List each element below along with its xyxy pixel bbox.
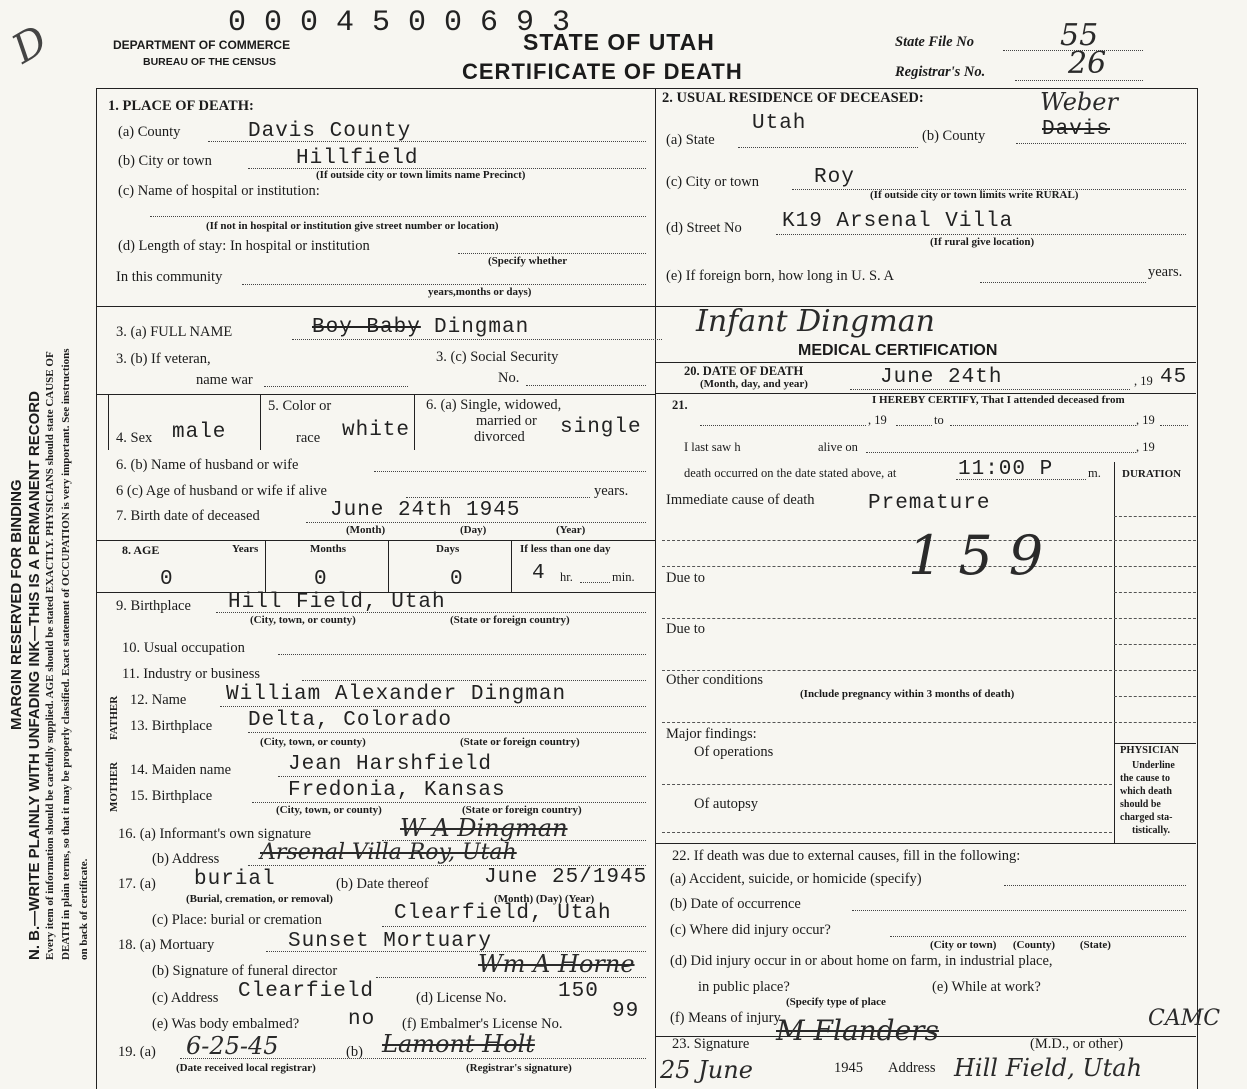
informant-address-label: (b) Address (152, 851, 220, 867)
community-label: In this community (116, 269, 223, 285)
birthplace[interactable]: Hill Field, Utah (228, 591, 446, 614)
burial-date-label: (b) Date thereof (336, 876, 429, 892)
mother-bp-note-2: (State or foreign country) (462, 804, 582, 816)
community-note: years,months or days) (428, 286, 532, 298)
margin-instructions-2: DEATH in plain terms, so that it may be properly classified. Exact statement of OCCUPATION is very important. See instructions (60, 348, 72, 960)
due-to-1: Due to (666, 570, 706, 586)
funeral-director-label: (b) Signature of funeral director (152, 963, 338, 979)
spouse-age-label: 6 (c) Age of husband or wife if alive (116, 483, 327, 499)
residence-county-label: (b) County (922, 128, 986, 144)
physician-note-5: charged sta- (1120, 812, 1173, 823)
death-county-label: (a) County (118, 124, 181, 140)
birthplace-label: 9. Birthplace (116, 598, 191, 614)
color-label: 5. Color or (268, 398, 332, 414)
duration-header: DURATION (1122, 468, 1182, 480)
birth-year-note: (Year) (556, 524, 586, 536)
place-heading: 1. PLACE OF DEATH: (108, 98, 254, 114)
mother-maiden-name[interactable]: Jean Harshfield (288, 753, 493, 776)
physician-header: PHYSICIAN (1120, 745, 1179, 756)
embalmed[interactable]: no (348, 1008, 376, 1031)
marital-status[interactable]: single (560, 416, 642, 439)
burial-label: 17. (a) (118, 876, 156, 892)
death-city-note: (If outside city or town limits name Precinct) (316, 169, 526, 181)
physician-note-1: Underline (1132, 760, 1175, 771)
death-city[interactable]: Hillfield (296, 147, 419, 170)
registrar-row-label: 19. (a) (118, 1044, 156, 1060)
age-label: 8. AGE (122, 543, 160, 557)
alive-on-label: alive on (818, 440, 858, 454)
age-months[interactable]: 0 (314, 568, 328, 591)
age-hr-label: hr. (560, 570, 573, 584)
external-heading: 22. If death was due to external causes, fill in the following: (672, 848, 1021, 864)
mortuary-address-label: (c) Address (152, 990, 219, 1006)
age-hours[interactable]: 4 (532, 562, 546, 585)
burial-method[interactable]: burial (194, 868, 276, 891)
residence-county-hand[interactable]: Weber (1040, 88, 1118, 116)
mother-tag: MOTHER (108, 761, 120, 812)
state-file-label: State File No (895, 34, 974, 50)
street-note: (If rural give location) (930, 236, 1035, 248)
last-saw-19: , 19 (1136, 440, 1155, 454)
residence-city[interactable]: Roy (814, 166, 855, 189)
signature-address[interactable]: Hill Field, Utah (954, 1054, 1143, 1082)
external-a: (a) Accident, suicide, or homicide (specify) (670, 871, 922, 887)
department: DEPARTMENT OF COMMERCE (113, 38, 291, 52)
embalmer-license-label: (f) Embalmer's License No. (402, 1016, 563, 1032)
due-to-2: Due to (666, 621, 706, 637)
certificate-title: CERTIFICATE OF DEATH (462, 59, 743, 84)
death-county[interactable]: Davis County (248, 120, 412, 143)
mortuary-label: 18. (a) Mortuary (118, 937, 215, 953)
birth-date-label: 7. Birth date of deceased (116, 508, 260, 524)
stay-label: (d) Length of stay: In hospital or institution (118, 238, 370, 254)
occurred-label: death occurred on the date stated above, at (684, 466, 897, 480)
street-label: (d) Street No (666, 220, 742, 236)
registrar-date-note: (Date received local registrar) (176, 1062, 316, 1074)
death-time[interactable]: 11:00 P (958, 458, 1054, 481)
mortuary-name[interactable]: Sunset Mortuary (288, 930, 493, 953)
external-d: (d) Did injury occur in or about home on farm, in industrial place, (670, 953, 1053, 969)
hospital-label: (c) Name of hospital or institution: (118, 183, 320, 199)
burial-place[interactable]: Clearfield, Utah (394, 902, 612, 925)
burial-date-note: (Month) (Day) (Year) (494, 893, 595, 905)
mother-maiden-label: 14. Maiden name (130, 762, 232, 778)
father-birthplace[interactable]: Delta, Colorado (248, 709, 453, 732)
stay-note: (Specify whether (488, 255, 568, 267)
physician-signature[interactable]: M Flanders (776, 1014, 939, 1047)
mortuary-address[interactable]: Clearfield (238, 980, 375, 1003)
margin-binding: MARGIN RESERVED FOR BINDING (8, 479, 25, 730)
ssn-label: 3. (c) Social Security (436, 349, 559, 365)
foreign-label: (e) If foreign born, how long in U. S. A (666, 268, 894, 284)
age-lt-header: If less than one day (520, 543, 611, 555)
full-name-struck: Boy Baby (312, 316, 421, 339)
state-file-no: 55 (1060, 18, 1099, 53)
informant-signature-label: 16. (a) Informant's own signature (118, 826, 312, 842)
mother-birthplace[interactable]: Fredonia, Kansas (288, 779, 506, 802)
margin-instructions-3: on back of certificate. (78, 858, 90, 960)
spouse-name-label: 6. (b) Name of husband or wife (116, 457, 299, 473)
residence-city-note: (If outside city or town limits write RURAL) (870, 189, 1079, 201)
md-label: (M.D., or other) (1030, 1036, 1124, 1052)
sex-label: 4. Sex (116, 430, 153, 446)
certificate-serial: 0 0 0 4 5 0 0 6 9 3 (228, 6, 571, 40)
physician-note-3: which death (1120, 786, 1172, 797)
physician-note-4: should be (1120, 799, 1161, 810)
age-min-label: min. (612, 570, 635, 584)
attended-19b: , 19 (1136, 413, 1155, 427)
death-city-label: (b) City or town (118, 153, 212, 169)
margin-warning: N. B.—WRITE PLAINLY WITH UNFADING INK—THIS IS A PERMANENT RECORD (26, 391, 43, 960)
state-title: STATE OF UTAH (523, 29, 715, 55)
foreign-years: years. (1148, 264, 1183, 280)
spouse-age-years: years. (594, 483, 629, 499)
marital-label-3: divorced (474, 429, 525, 445)
signature-date[interactable]: 25 June (660, 1056, 753, 1084)
external-c-note: (City or town) (County) (State) (930, 939, 1111, 951)
registrar-no: 26 (1068, 46, 1107, 81)
corner-mark: D (4, 17, 56, 73)
age-years-header: Years (232, 543, 259, 555)
signature-address-label: Address (888, 1060, 936, 1076)
immediate-cause-label: Immediate cause of death (666, 492, 815, 508)
full-name-typed: Dingman (434, 316, 530, 339)
residence-city-label: (c) City or town (666, 174, 760, 190)
hospital-note: (If not in hospital or institution give street number or location) (206, 220, 499, 232)
marital-label-2: married or (476, 413, 537, 429)
external-d2: in public place? (698, 979, 790, 995)
father-name-label: 12. Name (130, 692, 187, 708)
registrar-label: Registrar's No. (895, 64, 986, 80)
embalmer-license[interactable]: 99 (612, 1000, 640, 1023)
attended-19a: , 19 (868, 413, 887, 427)
external-f: (f) Means of injury (670, 1010, 781, 1026)
full-name-handwritten[interactable]: Infant Dingman (696, 304, 935, 339)
embalmed-label: (e) Was body embalmed? (152, 1016, 300, 1032)
age-years[interactable]: 0 (160, 568, 174, 591)
certify-text: I HEREBY CERTIFY, That I attended deceased from (872, 394, 1125, 406)
street[interactable]: K19 Arsenal Villa (782, 210, 1014, 233)
death-time-m: m. (1088, 466, 1101, 480)
birth-month-note: (Month) (346, 524, 386, 536)
race-label: race (296, 430, 321, 446)
item-21: 21. (672, 398, 688, 412)
cause-code: 159 (908, 524, 1060, 587)
informant-signature[interactable]: W A Dingman (400, 814, 568, 842)
registrar-sig-note: (Registrar's signature) (466, 1062, 572, 1074)
ssn-no-label: No. (498, 370, 520, 386)
dod-year[interactable]: 45 (1160, 366, 1188, 389)
veteran-war-label: name war (196, 372, 253, 388)
age-months-header: Months (310, 543, 347, 555)
father-birthplace-label: 13. Birthplace (130, 718, 213, 734)
birth-date[interactable]: June 24th 1945 (330, 499, 521, 522)
other-conditions-label: Other conditions (666, 672, 764, 688)
major-findings-label: Major findings: (666, 726, 757, 742)
bureau: BUREAU OF THE CENSUS (143, 56, 277, 68)
license-no[interactable]: 150 (558, 980, 599, 1003)
occupation-label: 10. Usual occupation (122, 640, 245, 656)
physician-note-6: tistically. (1132, 825, 1171, 836)
age-days[interactable]: 0 (450, 568, 464, 591)
external-b: (b) Date of occurrence (670, 896, 801, 912)
medical-heading: MEDICAL CERTIFICATION (798, 342, 998, 359)
signature-year: 1945 (834, 1060, 863, 1076)
license-label: (d) License No. (416, 990, 507, 1006)
external-c: (c) Where did injury occur? (670, 922, 831, 938)
residence-state-label: (a) State (666, 132, 715, 148)
signature-label: 23. Signature (672, 1036, 750, 1052)
immediate-cause[interactable]: Premature (868, 492, 991, 515)
full-name-label: 3. (a) FULL NAME (116, 324, 233, 340)
autopsy-label: Of autopsy (694, 796, 759, 812)
father-tag: FATHER (108, 695, 120, 740)
burial-note: (Burial, cremation, or removal) (186, 893, 333, 905)
mother-bp-note-1: (City, town, or county) (276, 804, 382, 816)
industry-label: 11. Industry or business (122, 666, 261, 682)
attended-to: to (934, 413, 944, 427)
birthplace-note-2: (State or foreign country) (450, 614, 570, 626)
md-hand: CAMC (1148, 1006, 1221, 1031)
residence-state[interactable]: Utah (752, 112, 807, 135)
informant-address[interactable]: Arsenal Villa Roy, Utah (260, 840, 517, 865)
residence-heading: 2. USUAL RESIDENCE OF DECEASED: (662, 90, 924, 106)
date-of-death[interactable]: June 24th (880, 366, 1003, 389)
operations-label: Of operations (694, 744, 774, 760)
other-conditions-note: (Include pregnancy within 3 months of death) (800, 688, 1015, 700)
funeral-director-signature[interactable]: Wm A Horne (478, 950, 635, 978)
external-d-note: (Specify type of place (786, 996, 886, 1008)
sex[interactable]: male (172, 421, 227, 444)
father-bp-note-2: (State or foreign country) (460, 736, 580, 748)
registrar-b-label: (b) (346, 1044, 363, 1060)
burial-place-label: (c) Place: burial or cremation (152, 912, 322, 928)
father-name[interactable]: William Alexander Dingman (226, 683, 567, 706)
dod-year-prefix: , 19 (1134, 374, 1153, 388)
mother-birthplace-label: 15. Birthplace (130, 788, 213, 804)
birthplace-note-1: (City, town, or county) (250, 614, 356, 626)
last-saw-label: I last saw h (684, 440, 741, 454)
father-bp-note-1: (City, town, or county) (260, 736, 366, 748)
dod-note: (Month, day, and year) (700, 378, 808, 390)
residence-county-struck: Davis (1042, 118, 1111, 141)
registrar-date[interactable]: 6-25-45 (186, 1032, 279, 1060)
age-days-header: Days (436, 543, 460, 555)
margin-instructions-1: Every item of information should be carefully supplied. AGE should be stated EXACTLY. PHYSICIANS should state CAUSE OF (44, 351, 56, 960)
external-e: (e) While at work? (932, 979, 1041, 995)
marital-label: 6. (a) Single, widowed, (426, 397, 562, 413)
dod-label: 20. DATE OF DEATH (684, 364, 804, 378)
race[interactable]: white (342, 419, 411, 442)
birth-day-note: (Day) (460, 524, 487, 536)
veteran-label: 3. (b) If veteran, (116, 351, 211, 367)
burial-date[interactable]: June 25/1945 (484, 866, 648, 889)
physician-note-2: the cause to (1120, 773, 1170, 784)
registrar-signature[interactable]: Lamont Holt (382, 1030, 535, 1058)
